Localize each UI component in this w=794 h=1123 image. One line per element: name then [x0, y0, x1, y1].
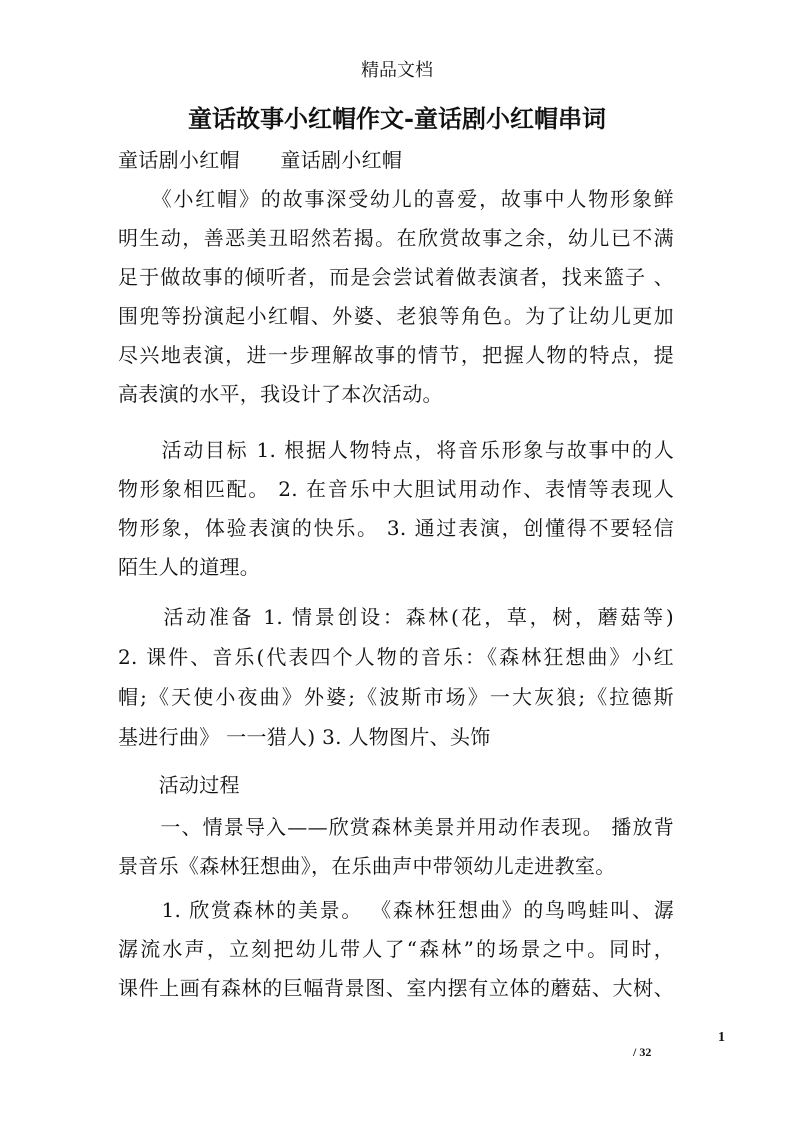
text-line: 《小红帽》的故事深受幼儿的喜爱，故事中人物形象鲜	[118, 187, 674, 211]
text-line: 活动准备 1. 情景创设：森林(花，草，树，蘑菇等)	[118, 605, 674, 629]
document-title: 童话故事小红帽作文-童话剧小红帽串词	[188, 104, 606, 133]
text-line: 围兜等扮演起小红帽、外婆、老狼等角色。为了让幼儿更加	[118, 304, 674, 328]
text-line: 高表演的水平，我设计了本次活动。	[118, 382, 443, 406]
text-line: 景音乐《森林狂想曲》，在乐曲声中带领幼儿走进教室。	[118, 854, 616, 878]
text-line: 活动目标 1. 根据人物特点，将音乐形象与故事中的人	[118, 438, 674, 462]
text-line: 明生动，善恶美丑昭然若揭。在欣赏故事之余，幼儿已不满	[118, 226, 674, 250]
text-line: 童话剧小红帽 童话剧小红帽	[118, 148, 403, 172]
text-line: 一、情景导入——欣赏森林美景并用动作表现。 播放背	[118, 815, 674, 839]
text-line: 物形象，体验表演的快乐。 3. 通过表演，创懂得不要轻信	[118, 516, 674, 540]
page-count: / 32	[633, 1045, 652, 1059]
text-line: 帽;《天使小夜曲》外婆;《波斯市场》一大灰狼;《拉德斯	[118, 685, 674, 709]
text-line: 活动过程	[118, 773, 240, 797]
page-number: 1	[718, 1030, 725, 1045]
text-line: 尽兴地表演，进一步理解故事的情节，把握人物的特点，提	[118, 343, 674, 367]
text-line: 1. 欣赏森林的美景。 《森林狂想曲》的鸟鸣蛙叫、潺	[118, 898, 674, 922]
header-label: 精品文档	[361, 60, 433, 81]
text-line: 足于做故事的倾听者，而是会尝试着做表演者，找来篮子 、	[118, 265, 674, 289]
text-line: 陌生人的道理。	[118, 555, 261, 579]
text-line: 2. 课件、音乐(代表四个人物的音乐：《森林狂想曲》小红	[118, 645, 674, 669]
text-line: 基进行曲》 一一猎人) 3. 人物图片、头饰	[118, 725, 491, 749]
text-line: 课件上画有森林的巨幅背景图、室内摆有立体的蘑菇、大树、	[118, 976, 674, 1000]
text-line: 潺流水声，立刻把幼儿带人了“森林”的场景之中。同时，	[118, 937, 674, 961]
text-line: 物形象相匹配。 2. 在音乐中大胆试用动作、表情等表现人	[118, 477, 674, 501]
